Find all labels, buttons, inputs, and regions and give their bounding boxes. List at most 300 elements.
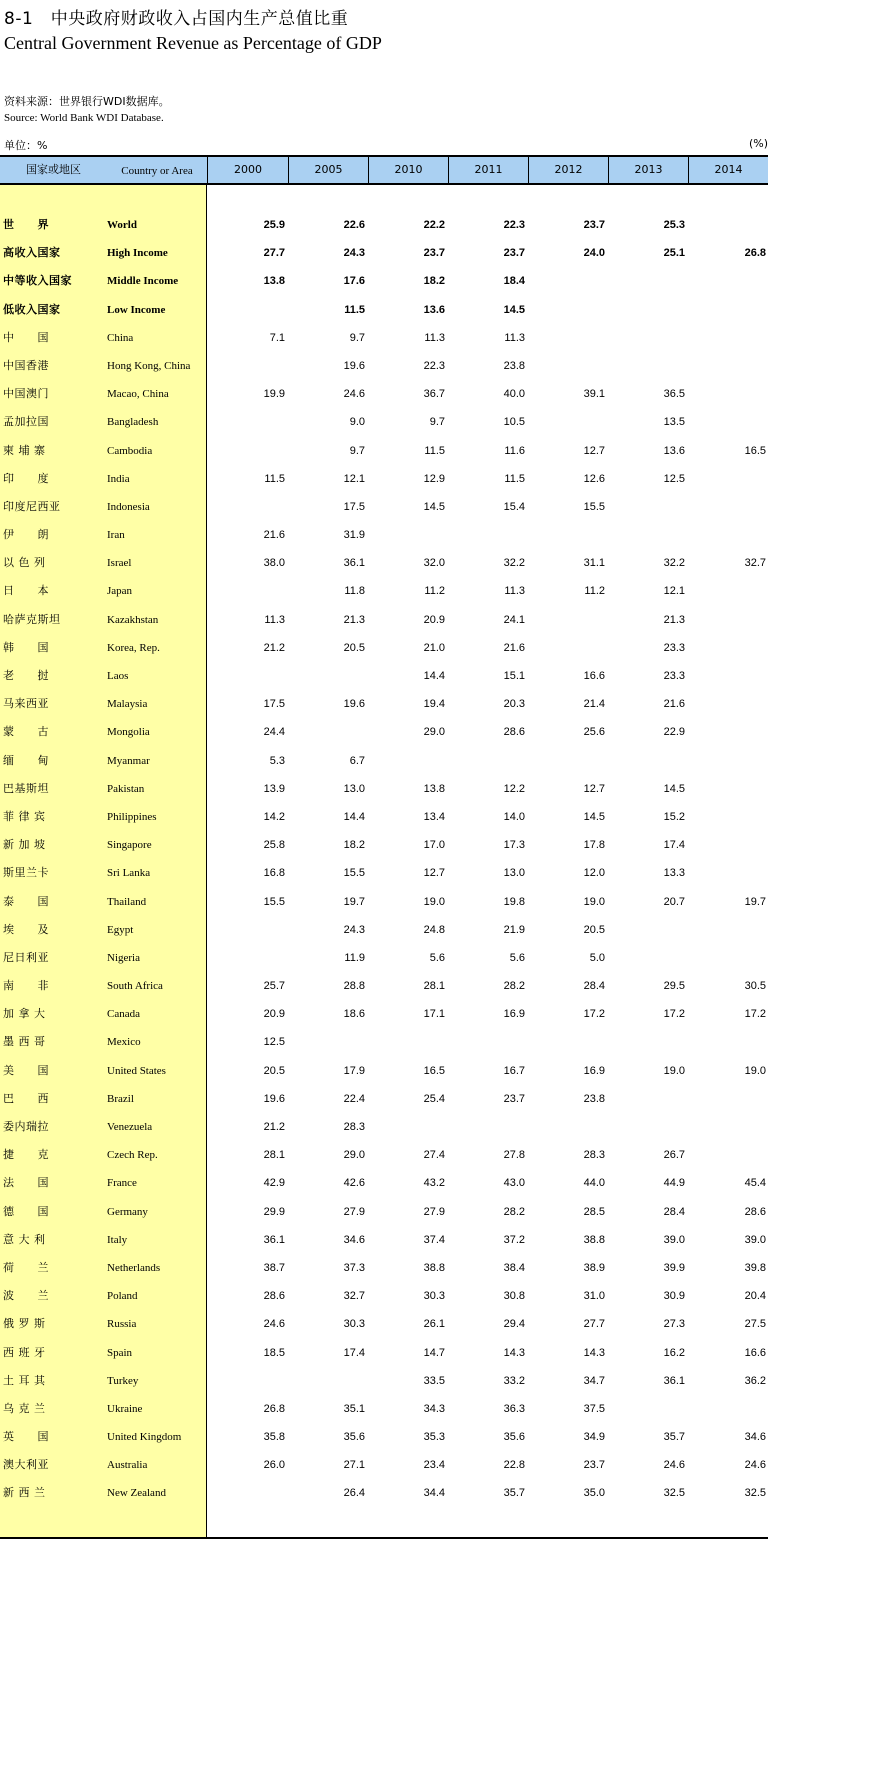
value-cell-2014: [706, 747, 766, 775]
value-cell-2014: [706, 606, 766, 634]
value-cell-2012: [545, 1113, 605, 1141]
value-cell-2012: 44.0: [583, 1177, 605, 1190]
value-cell-2013: 17.2: [663, 1008, 685, 1021]
country-name-cn: 世 界: [3, 218, 49, 231]
country-name-en: Malaysia: [107, 698, 148, 711]
table-row: [0, 1367, 768, 1395]
country-name-cn: 尼日利亚: [3, 950, 49, 964]
value-cell-2013: 36.5: [663, 388, 685, 401]
value-cell-2010: 14.7: [423, 1346, 445, 1359]
value-cell-2010: 37.4: [423, 1233, 445, 1246]
value-cell-2013: [625, 521, 685, 549]
table-row: [0, 1198, 768, 1226]
value-cell-2013: 36.1: [663, 1374, 685, 1387]
value-cell-2012: 28.4: [583, 980, 605, 993]
value-cell-2010: 33.5: [423, 1374, 445, 1387]
value-cell-2000: 28.1: [263, 1149, 285, 1162]
country-name-cn: 法 国: [3, 1176, 49, 1190]
country-name-en: Mongolia: [107, 726, 150, 739]
table-row: [0, 465, 768, 493]
value-cell-2000: [225, 352, 285, 380]
value-cell-2005: 31.9: [343, 529, 365, 542]
value-cell-2012: 14.3: [583, 1346, 605, 1359]
value-cell-2011: 16.7: [503, 1064, 525, 1077]
value-cell-2005: 32.7: [343, 1290, 365, 1303]
value-cell-2011: 30.8: [503, 1290, 525, 1303]
country-name-en: Indonesia: [107, 500, 150, 513]
value-cell-2005: [305, 718, 365, 746]
country-name-en: United Kingdom: [107, 1431, 182, 1444]
value-cell-2014: [706, 493, 766, 521]
value-cell-2013: 26.7: [663, 1149, 685, 1162]
value-cell-2011: 40.0: [503, 388, 525, 401]
value-cell-2000: 13.9: [263, 782, 285, 795]
value-cell-2013: [625, 1113, 685, 1141]
table-row: [0, 1479, 768, 1507]
value-cell-2012: 21.4: [583, 698, 605, 711]
value-cell-2014: [706, 465, 766, 493]
value-cell-2013: 39.9: [663, 1261, 685, 1274]
table-row: [0, 324, 768, 352]
value-cell-2013: 19.0: [663, 1064, 685, 1077]
value-cell-2011: 33.2: [503, 1374, 525, 1387]
value-cell-2013: 39.0: [663, 1233, 685, 1246]
value-cell-2014: 32.7: [744, 557, 766, 570]
value-cell-2000: [225, 1367, 285, 1395]
value-cell-2005: 24.6: [343, 388, 365, 401]
value-cell-2005: 9.7: [349, 331, 365, 344]
table-bottom-rule: [0, 1537, 768, 1539]
table-row: [0, 296, 768, 324]
value-cell-2005: 13.0: [343, 782, 365, 795]
value-cell-2014: [706, 1028, 766, 1056]
value-cell-2011: [465, 521, 525, 549]
value-cell-2012: [545, 747, 605, 775]
value-cell-2005: 17.4: [343, 1346, 365, 1359]
table-row: [0, 211, 768, 239]
value-cell-2011: 11.3: [504, 331, 525, 344]
country-name-en: Israel: [107, 557, 132, 570]
value-cell-2013: 32.5: [663, 1487, 685, 1500]
country-name-cn: 柬 埔 寨: [3, 443, 46, 457]
country-name-cn: 南 非: [3, 979, 49, 993]
value-cell-2010: 21.0: [423, 641, 445, 654]
value-cell-2013: 35.7: [663, 1431, 685, 1444]
value-cell-2005: 24.3: [343, 247, 365, 260]
country-name-en: Canada: [107, 1008, 140, 1021]
value-cell-2000: 18.5: [263, 1346, 285, 1359]
value-cell-2010: 12.9: [423, 472, 445, 485]
header-year: 2011: [448, 157, 528, 183]
value-cell-2005: 22.6: [343, 219, 365, 231]
value-cell-2011: 38.4: [503, 1261, 525, 1274]
value-cell-2000: 25.8: [263, 839, 285, 852]
value-cell-2012: 27.7: [583, 1318, 605, 1331]
country-name-en: Venezuela: [107, 1121, 153, 1133]
value-cell-2011: 15.1: [503, 670, 525, 682]
country-name-en: Poland: [107, 1290, 138, 1303]
value-cell-2013: [625, 747, 685, 775]
value-cell-2011: 43.0: [503, 1177, 525, 1190]
value-cell-2010: 13.4: [423, 810, 445, 823]
country-name-cn: 老 挝: [3, 669, 49, 682]
country-name-cn: 捷 克: [3, 1148, 49, 1162]
table-row: [0, 352, 768, 380]
value-cell-2000: 25.9: [263, 219, 285, 231]
value-cell-2000: 29.9: [263, 1205, 285, 1218]
value-cell-2010: [385, 1028, 445, 1056]
value-cell-2000: 15.5: [263, 895, 285, 908]
value-cell-2010: 14.4: [423, 670, 445, 682]
value-cell-2012: 28.5: [583, 1205, 605, 1218]
value-cell-2000: [225, 493, 285, 521]
country-name-en: United States: [107, 1064, 166, 1077]
value-cell-2011: 27.8: [503, 1149, 525, 1162]
value-cell-2013: 27.3: [663, 1318, 685, 1331]
value-cell-2010: 32.0: [423, 557, 445, 570]
value-cell-2010: 29.0: [423, 726, 445, 739]
country-name-cn: 新 加 坡: [3, 838, 46, 852]
country-name-en: Netherlands: [107, 1261, 161, 1274]
value-cell-2010: 30.3: [423, 1290, 445, 1303]
value-cell-2005: 14.4: [343, 810, 365, 823]
source-note-cn: 资料来源：世界银行WDI数据库。: [4, 95, 170, 108]
country-name-en: Singapore: [107, 839, 152, 852]
value-cell-2005: 6.7: [349, 754, 365, 767]
value-cell-2012: [545, 324, 605, 352]
value-cell-2000: 28.6: [263, 1290, 285, 1303]
table-row: [0, 888, 768, 916]
country-name-en: Philippines: [107, 810, 157, 823]
country-name-cn: 巴 西: [3, 1091, 49, 1105]
table-row: [0, 577, 768, 605]
country-name-cn: 乌 克 兰: [3, 1401, 46, 1415]
country-name-cn: 印 度: [3, 471, 49, 485]
value-cell-2012: 38.9: [583, 1261, 605, 1274]
table-row: [0, 1169, 768, 1197]
value-cell-2014: [706, 831, 766, 859]
value-cell-2005: 28.3: [343, 1121, 365, 1133]
value-cell-2012: 34.9: [583, 1431, 605, 1444]
value-cell-2005: 34.6: [343, 1233, 365, 1246]
value-cell-2014: 17.2: [744, 1008, 766, 1021]
value-cell-2000: 21.2: [263, 1121, 285, 1133]
value-cell-2012: 5.0: [589, 951, 605, 964]
value-cell-2012: 11.2: [584, 585, 605, 598]
country-name-cn: 低收入国家: [3, 302, 61, 316]
country-name-cn: 加 拿 大: [3, 1007, 46, 1021]
country-name-en: Australia: [107, 1459, 148, 1472]
value-cell-2012: 25.6: [583, 726, 605, 739]
country-name-cn: 高收入国家: [3, 246, 61, 260]
value-cell-2000: 5.3: [269, 754, 285, 767]
value-cell-2010: 24.8: [423, 923, 445, 936]
value-cell-2014: [706, 916, 766, 944]
value-cell-2011: 37.2: [503, 1233, 525, 1246]
header-country-en: Country or Area: [121, 165, 193, 177]
value-cell-2012: 35.0: [583, 1487, 605, 1500]
value-cell-2014: [706, 324, 766, 352]
value-cell-2014: 16.5: [744, 444, 766, 457]
value-cell-2010: 5.6: [429, 951, 445, 964]
value-cell-2005: 19.6: [343, 359, 365, 372]
value-cell-2000: 26.8: [263, 1402, 285, 1415]
value-cell-2005: 35.1: [343, 1402, 365, 1415]
value-cell-2011: 23.8: [503, 359, 525, 372]
value-cell-2011: 23.7: [503, 1092, 525, 1105]
value-cell-2005: [305, 1028, 365, 1056]
country-name-cn: 伊 朗: [3, 528, 49, 542]
value-cell-2000: 11.3: [264, 613, 285, 626]
value-cell-2012: 28.3: [583, 1149, 605, 1162]
value-cell-2013: [625, 944, 685, 972]
value-cell-2010: 23.4: [423, 1459, 445, 1472]
value-cell-2011: 32.2: [503, 557, 525, 570]
value-cell-2000: 20.9: [263, 1008, 285, 1021]
country-name-cn: 美 国: [3, 1063, 49, 1077]
table-header: [0, 155, 768, 185]
value-cell-2011: 24.1: [503, 613, 525, 626]
country-name-en: Brazil: [107, 1092, 134, 1105]
table-row: [0, 775, 768, 803]
value-cell-2012: 12.6: [583, 472, 605, 485]
value-cell-2013: [625, 267, 685, 295]
value-cell-2010: 25.4: [423, 1092, 445, 1105]
value-cell-2011: [465, 1028, 525, 1056]
value-cell-2014: 30.5: [744, 980, 766, 993]
value-cell-2012: 12.0: [583, 867, 605, 880]
value-cell-2014: 16.6: [744, 1346, 766, 1359]
value-cell-2014: 20.4: [744, 1290, 766, 1303]
value-cell-2013: 30.9: [663, 1290, 685, 1303]
value-cell-2014: [706, 521, 766, 549]
value-cell-2010: 17.1: [423, 1008, 445, 1021]
value-cell-2010: 18.2: [423, 275, 445, 288]
value-cell-2014: [706, 1113, 766, 1141]
country-name-en: Nigeria: [107, 951, 140, 964]
value-cell-2013: 23.3: [663, 641, 685, 654]
country-name-en: Korea, Rep.: [107, 641, 160, 654]
table-row: [0, 1451, 768, 1479]
value-cell-2012: 12.7: [583, 444, 605, 457]
table-row: [0, 1254, 768, 1282]
value-cell-2013: 32.2: [663, 557, 685, 570]
value-cell-2011: 28.6: [503, 726, 525, 739]
value-cell-2011: 35.7: [503, 1487, 525, 1500]
value-cell-2014: [706, 1141, 766, 1169]
value-cell-2014: 26.8: [744, 247, 766, 260]
value-cell-2014: 24.6: [744, 1459, 766, 1472]
country-name-en: France: [107, 1177, 137, 1190]
value-cell-2011: 5.6: [509, 951, 525, 964]
value-cell-2012: 14.5: [583, 810, 605, 823]
value-cell-2013: 12.1: [663, 585, 685, 598]
value-cell-2010: 13.6: [423, 303, 445, 316]
value-cell-2012: 37.5: [583, 1402, 605, 1415]
country-name-en: Sri Lanka: [107, 867, 151, 880]
value-cell-2011: 19.8: [503, 895, 525, 908]
country-name-en: Ukraine: [107, 1402, 143, 1415]
table-row: [0, 549, 768, 577]
country-name-en: Germany: [107, 1205, 148, 1218]
header-year: 2005: [288, 157, 368, 183]
value-cell-2013: [625, 1395, 685, 1423]
value-cell-2005: 30.3: [343, 1318, 365, 1331]
value-cell-2000: 16.8: [263, 867, 285, 880]
table-row: [0, 1028, 768, 1056]
table-row: [0, 1226, 768, 1254]
value-cell-2005: 19.6: [343, 698, 365, 711]
table-row: [0, 437, 768, 465]
value-cell-2000: [225, 408, 285, 436]
country-name-cn: 俄 罗 斯: [3, 1317, 46, 1331]
table-row: [0, 239, 768, 267]
value-cell-2011: 29.4: [503, 1318, 525, 1331]
value-cell-2010: 22.2: [423, 219, 445, 231]
value-cell-2010: 28.1: [423, 980, 445, 993]
value-cell-2014: [706, 408, 766, 436]
value-cell-2012: 20.5: [583, 923, 605, 936]
value-cell-2012: 24.0: [583, 247, 605, 260]
value-cell-2014: 39.8: [744, 1261, 766, 1274]
value-cell-2014: 19.0: [744, 1064, 766, 1077]
value-cell-2000: 38.0: [263, 557, 285, 570]
table-row: [0, 859, 768, 887]
value-cell-2010: 35.3: [423, 1431, 445, 1444]
value-cell-2013: 14.5: [663, 782, 685, 795]
country-name-en: Macao, China: [107, 388, 169, 401]
value-cell-2012: 34.7: [583, 1374, 605, 1387]
table-row: [0, 408, 768, 436]
value-cell-2010: [385, 521, 445, 549]
value-cell-2010: 11.5: [424, 444, 445, 457]
value-cell-2014: [706, 352, 766, 380]
value-cell-2005: 35.6: [343, 1431, 365, 1444]
header-year: 2014: [688, 157, 768, 183]
value-cell-2012: [545, 296, 605, 324]
country-name-en: India: [107, 472, 130, 485]
value-cell-2000: 24.6: [263, 1318, 285, 1331]
value-cell-2014: 34.6: [744, 1431, 766, 1444]
value-cell-2012: 17.8: [583, 839, 605, 852]
value-cell-2005: [305, 662, 365, 690]
value-cell-2012: [545, 521, 605, 549]
value-cell-2005: 17.6: [343, 275, 365, 288]
value-cell-2014: 27.5: [744, 1318, 766, 1331]
value-cell-2011: 14.0: [503, 810, 525, 823]
value-cell-2011: [465, 1113, 525, 1141]
country-name-cn: 中国香港: [3, 358, 49, 372]
value-cell-2011: 15.4: [503, 500, 525, 513]
value-cell-2010: 16.5: [423, 1064, 445, 1077]
value-cell-2000: 17.5: [263, 698, 285, 711]
country-name-en: Czech Rep.: [107, 1149, 158, 1162]
country-name-cn: 中国澳门: [3, 387, 49, 401]
value-cell-2005: 26.4: [343, 1487, 365, 1500]
table-row: [0, 916, 768, 944]
value-cell-2014: [706, 859, 766, 887]
value-cell-2014: [706, 296, 766, 324]
value-cell-2000: [225, 944, 285, 972]
value-cell-2014: 32.5: [744, 1487, 766, 1500]
value-cell-2000: 12.5: [263, 1036, 285, 1049]
value-cell-2010: 43.2: [423, 1177, 445, 1190]
value-cell-2000: [225, 1479, 285, 1507]
value-cell-2012: [545, 1028, 605, 1056]
table-row: [0, 1395, 768, 1423]
country-name-en: South Africa: [107, 980, 163, 993]
value-cell-2013: 29.5: [663, 980, 685, 993]
value-cell-2012: 15.5: [583, 500, 605, 513]
country-name-cn: 巴基斯坦: [3, 781, 49, 795]
country-name-en: Italy: [107, 1233, 128, 1246]
value-cell-2013: 22.9: [663, 726, 685, 739]
value-cell-2010: 27.9: [423, 1205, 445, 1218]
value-cell-2000: 19.9: [263, 388, 285, 401]
country-name-en: Iran: [107, 529, 125, 542]
country-name-cn: 意 大 利: [3, 1232, 46, 1246]
value-cell-2011: 36.3: [503, 1402, 525, 1415]
value-cell-2013: 15.2: [663, 810, 685, 823]
value-cell-2011: 20.3: [503, 698, 525, 711]
value-cell-2010: 11.3: [424, 331, 445, 344]
country-name-en: World: [107, 219, 137, 231]
value-cell-2010: 14.5: [423, 500, 445, 513]
value-cell-2013: 23.3: [663, 670, 685, 682]
value-cell-2005: 20.5: [343, 641, 365, 654]
value-cell-2013: 12.5: [663, 472, 685, 485]
table-body: [0, 211, 768, 1508]
header-year: 2000: [207, 157, 288, 183]
value-cell-2013: 24.6: [663, 1459, 685, 1472]
country-name-cn: 日 本: [3, 584, 49, 598]
value-cell-2000: 11.5: [264, 472, 285, 485]
value-cell-2000: 14.2: [263, 810, 285, 823]
value-cell-2012: 16.6: [583, 670, 605, 682]
value-cell-2012: 16.9: [583, 1064, 605, 1077]
value-cell-2005: 11.9: [344, 951, 365, 964]
value-cell-2011: 12.2: [503, 782, 525, 795]
value-cell-2010: [385, 747, 445, 775]
value-cell-2014: [706, 211, 766, 239]
value-cell-2010: 27.4: [423, 1149, 445, 1162]
header-year: 2010: [368, 157, 448, 183]
country-name-en: High Income: [107, 247, 168, 260]
table-row: [0, 1057, 768, 1085]
value-cell-2000: 35.8: [263, 1431, 285, 1444]
value-cell-2011: 10.5: [503, 416, 525, 429]
value-cell-2014: [706, 718, 766, 746]
value-cell-2012: [545, 634, 605, 662]
value-cell-2000: 21.2: [263, 641, 285, 654]
table-row: [0, 831, 768, 859]
page-title-en: Central Government Revenue as Percentage of GDP: [4, 33, 382, 53]
unit-label: 单位：%: [4, 139, 48, 152]
country-name-en: Thailand: [107, 895, 147, 908]
country-name-en: New Zealand: [107, 1487, 166, 1500]
country-name-cn: 缅 甸: [3, 753, 49, 767]
unit-percent-label: (%): [748, 137, 768, 150]
header-year: 2012: [528, 157, 608, 183]
value-cell-2011: 21.6: [503, 641, 525, 654]
value-cell-2013: 17.4: [663, 839, 685, 852]
table-row: [0, 634, 768, 662]
value-cell-2013: 13.5: [663, 416, 685, 429]
value-cell-2013: 21.6: [663, 698, 685, 711]
country-name-en: Russia: [107, 1318, 137, 1331]
value-cell-2013: 28.4: [663, 1205, 685, 1218]
country-name-en: Laos: [107, 670, 129, 682]
